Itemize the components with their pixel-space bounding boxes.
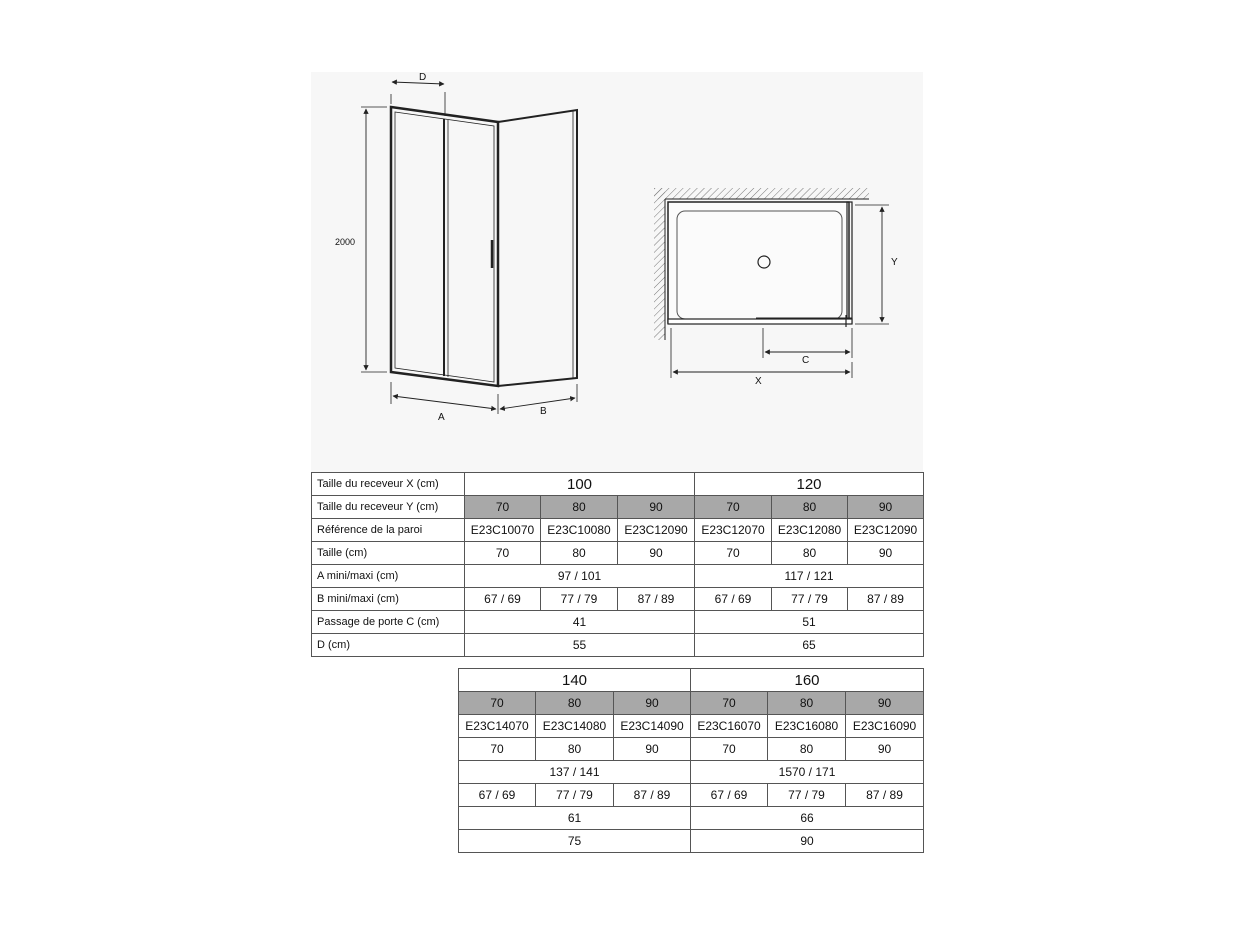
ref-cell: E23C12090 (618, 519, 695, 542)
b-range-cell: 77 / 79 (772, 588, 848, 611)
table-row (312, 588, 924, 611)
b-range-cell: 77 / 79 (768, 784, 846, 807)
drawing-svg (311, 72, 923, 472)
size-cell: 80 (536, 738, 614, 761)
d-cell: 90 (691, 830, 924, 853)
label-d: D (419, 72, 427, 83)
table-row (459, 669, 924, 692)
b-range-cell: 67 / 69 (465, 588, 541, 611)
b-range-cell: 67 / 69 (691, 784, 768, 807)
row-label: Taille du receveur Y (cm) (312, 496, 465, 519)
table-row (312, 634, 924, 657)
tray-y-cell: 70 (459, 692, 536, 715)
label-y: Y (891, 257, 898, 268)
d-cell: 65 (695, 634, 924, 657)
a-range-cell: 117 / 121 (695, 565, 924, 588)
d-cell: 75 (459, 830, 691, 853)
ref-cell: E23C14070 (459, 715, 536, 738)
label-b: B (540, 406, 547, 417)
label-x: X (755, 376, 762, 387)
table-row (459, 761, 924, 784)
row-label: A mini/maxi (cm) (312, 565, 465, 588)
a-range-cell: 137 / 141 (459, 761, 691, 784)
door-passage-cell: 41 (465, 611, 695, 634)
label-height: 2000 (334, 237, 355, 247)
ref-cell: E23C14090 (614, 715, 691, 738)
ref-cell: E23C16070 (691, 715, 768, 738)
row-label: B mini/maxi (cm) (312, 588, 465, 611)
table-row (312, 611, 924, 634)
ref-cell: E23C12080 (772, 519, 848, 542)
ref-cell: E23C10070 (465, 519, 541, 542)
front-view (361, 82, 577, 414)
ref-cell: E23C14080 (536, 715, 614, 738)
table-row (459, 692, 924, 715)
label-c: C (802, 355, 810, 366)
tray-y-cell: 80 (536, 692, 614, 715)
row-label: Référence de la paroi (312, 519, 465, 542)
ref-cell: E23C12070 (695, 519, 772, 542)
size-cell: 70 (691, 738, 768, 761)
size-cell: 90 (614, 738, 691, 761)
door-passage-cell: 66 (691, 807, 924, 830)
tray-y-cell: 90 (846, 692, 924, 715)
size-cell: 80 (772, 542, 848, 565)
row-label: Taille du receveur X (cm) (312, 473, 465, 496)
tray-y-cell: 70 (691, 692, 768, 715)
spec-table-bottom (458, 668, 924, 853)
door-passage-cell: 61 (459, 807, 691, 830)
plan-view (654, 188, 889, 378)
row-label: D (cm) (312, 634, 465, 657)
a-range-cell: 97 / 101 (465, 565, 695, 588)
door-passage-cell: 51 (695, 611, 924, 634)
table-row (459, 784, 924, 807)
b-range-cell: 77 / 79 (536, 784, 614, 807)
size-cell: 70 (465, 542, 541, 565)
size-cell: 90 (618, 542, 695, 565)
label-a: A (438, 412, 445, 423)
tray-x-cell: 120 (695, 473, 924, 496)
row-label: Passage de porte C (cm) (312, 611, 465, 634)
b-range-cell: 87 / 89 (848, 588, 924, 611)
tray-y-cell: 90 (614, 692, 691, 715)
tray-y-cell: 90 (848, 496, 924, 519)
tray-y-cell: 80 (768, 692, 846, 715)
a-range-cell: 1570 / 171 (691, 761, 924, 784)
size-cell: 80 (768, 738, 846, 761)
size-cell: 90 (848, 542, 924, 565)
table-row (459, 738, 924, 761)
table-row (312, 473, 924, 496)
table-row (312, 496, 924, 519)
tray-x-cell: 160 (691, 669, 924, 692)
ref-cell: E23C16080 (768, 715, 846, 738)
size-cell: 90 (846, 738, 924, 761)
d-cell: 55 (465, 634, 695, 657)
spec-table-top (311, 472, 924, 657)
b-range-cell: 77 / 79 (541, 588, 618, 611)
b-range-cell: 67 / 69 (695, 588, 772, 611)
technical-drawing (311, 72, 923, 472)
row-label: Taille (cm) (312, 542, 465, 565)
table-row (312, 519, 924, 542)
size-cell: 80 (541, 542, 618, 565)
tray-y-cell: 70 (695, 496, 772, 519)
ref-cell: E23C16090 (846, 715, 924, 738)
table-row (459, 807, 924, 830)
table-row (312, 565, 924, 588)
tray-y-cell: 80 (541, 496, 618, 519)
b-range-cell: 87 / 89 (846, 784, 924, 807)
size-cell: 70 (459, 738, 536, 761)
table-row (459, 830, 924, 853)
tray-x-cell: 140 (459, 669, 691, 692)
size-cell: 70 (695, 542, 772, 565)
tray-x-cell: 100 (465, 473, 695, 496)
ref-cell: E23C10080 (541, 519, 618, 542)
table-row (312, 542, 924, 565)
table-row (459, 715, 924, 738)
tray-y-cell: 80 (772, 496, 848, 519)
b-range-cell: 67 / 69 (459, 784, 536, 807)
tray-y-cell: 90 (618, 496, 695, 519)
b-range-cell: 87 / 89 (614, 784, 691, 807)
ref-cell: E23C12090 (848, 519, 924, 542)
tray-y-cell: 70 (465, 496, 541, 519)
b-range-cell: 87 / 89 (618, 588, 695, 611)
